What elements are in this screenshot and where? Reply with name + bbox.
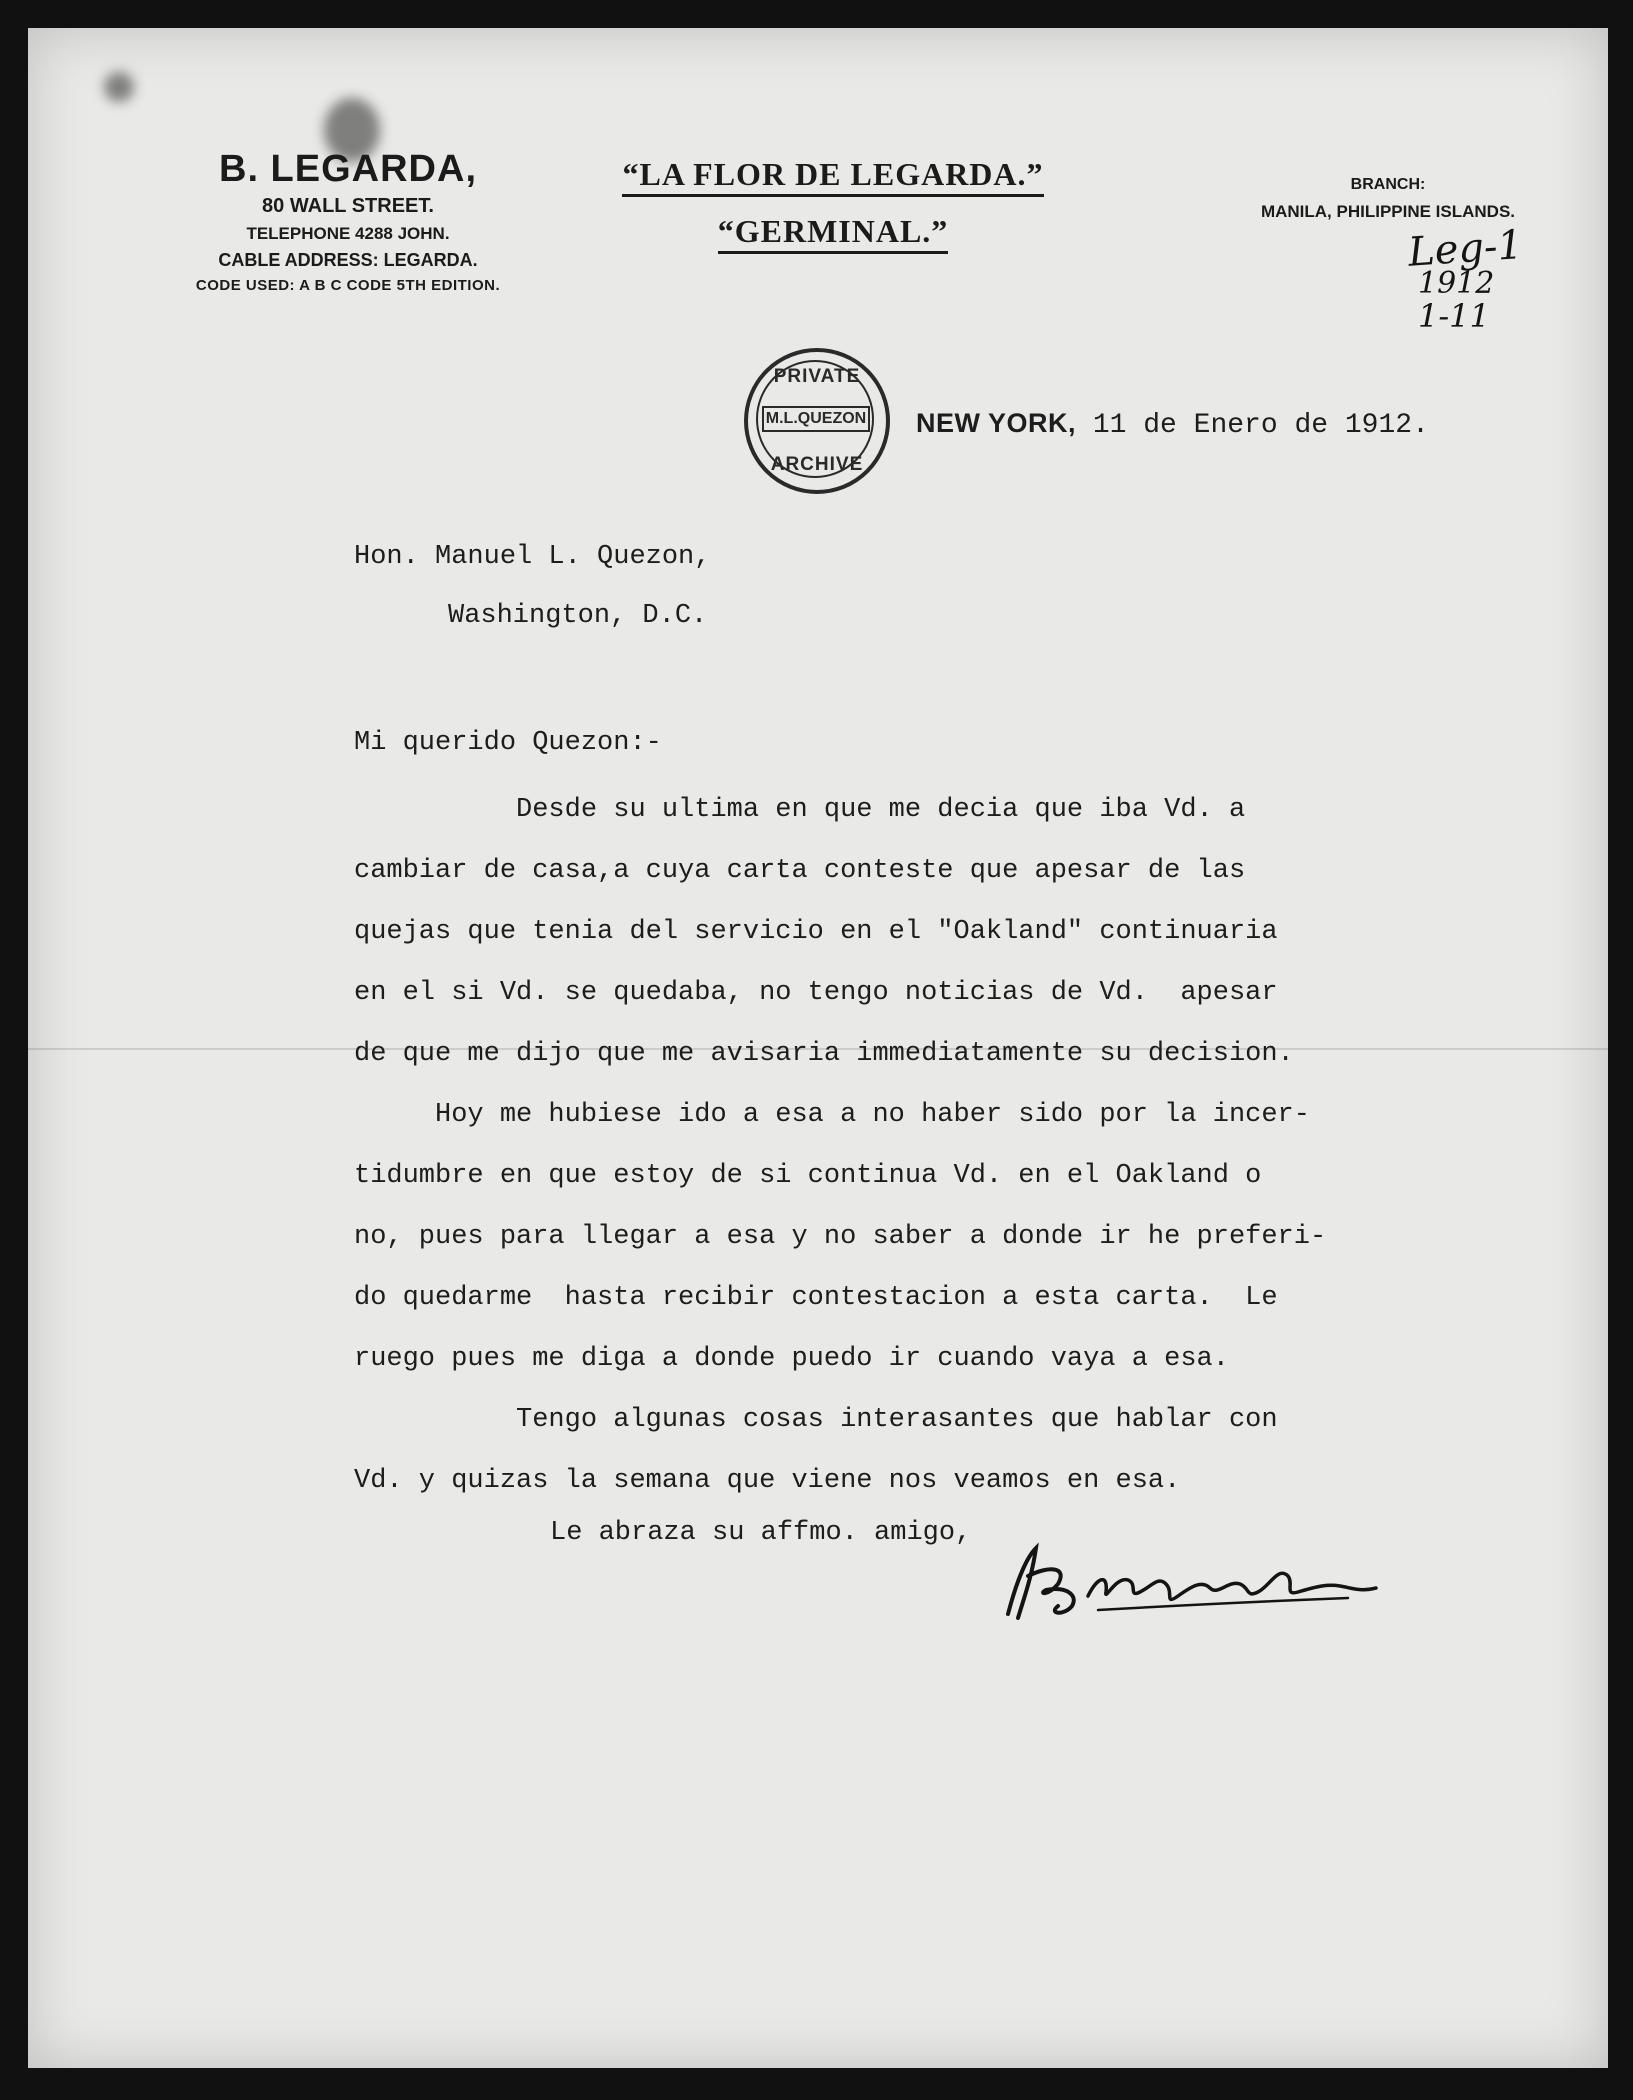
telephone: TELEPHONE 4288 JOHN. [246, 224, 450, 243]
closing: Le abraza su affmo. amigo, [550, 1518, 972, 1548]
dateline-date: 11 de Enero de 1912. [1076, 410, 1429, 441]
brand-germinal: “GERMINAL.” [718, 213, 949, 254]
body-line: no, pues para llegar a esa y no saber a donde ir he preferi- [354, 1222, 1327, 1252]
body-line: Desde su ultima en que me decia que iba Vd. a [354, 795, 1246, 825]
body-line: quejas que tenia del servicio en el "Oakland" continuaria [354, 917, 1278, 947]
branch-label: BRANCH: [1350, 176, 1426, 193]
letter-page [28, 28, 1608, 2068]
letterhead-left [128, 148, 568, 294]
code-used: CODE USED: A B C CODE 5TH EDITION. [195, 277, 501, 294]
annotation-line-1: Leg-1 [1406, 221, 1525, 276]
body-line: Tengo algunas cosas interasantes que hablar con [354, 1405, 1278, 1435]
body-line: cambiar de casa,a cuya carta conteste que apesar de las [354, 856, 1246, 886]
dateline-city: NEW YORK, [916, 408, 1077, 438]
body-line: Vd. y quizas la semana que viene nos veamos en esa. [354, 1466, 1181, 1496]
ink-smudge [104, 72, 134, 102]
stamp-middle-text: M.L.QUEZON [762, 406, 870, 432]
annotation-line-2: 1912 [1418, 266, 1495, 301]
cable-address: CABLE ADDRESS: LEGARDA. [218, 250, 478, 270]
body-line: de que me dijo que me avisaria immediatamente su decision. [354, 1039, 1294, 1069]
letterhead-branch [1208, 176, 1568, 222]
body-line: ruego pues me diga a donde puedo ir cuando vaya a esa. [354, 1344, 1229, 1374]
annotation-line-3: 1-11 [1418, 296, 1490, 335]
recipient-name: Hon. Manuel L. Quezon, [354, 542, 711, 572]
street-address: 80 WALL STREET. [262, 195, 434, 217]
body-line: en el si Vd. se quedaba, no tengo noticias de Vd. apesar [354, 978, 1278, 1008]
handwritten-signature [988, 1536, 1408, 1626]
body-line: Hoy me hubiese ido a esa a no haber sido por la incer- [354, 1100, 1310, 1130]
stamp-top-text: PRIVATE [773, 366, 861, 387]
archive-stamp [744, 348, 890, 494]
letterhead-brands [568, 156, 1098, 250]
body-line: do quedarme hasta recibir contestacion a esta carta. Le [354, 1283, 1278, 1313]
company-name: B. LEGARDA, [219, 148, 477, 190]
letter-body [354, 780, 1494, 1512]
salutation: Mi querido Quezon:- [354, 728, 662, 758]
body-line: tidumbre en que estoy de si continua Vd. en el Oakland o [354, 1161, 1262, 1191]
stamp-bottom-text: ARCHIVE [770, 454, 864, 475]
brand-flor: “LA FLOR DE LEGARDA.” [622, 156, 1043, 197]
dateline [916, 408, 1429, 441]
recipient-place: Washington, D.C. [448, 601, 708, 631]
branch-place: MANILA, PHILIPPINE ISLANDS. [1260, 202, 1516, 221]
pencil-annotation [1406, 221, 1578, 335]
